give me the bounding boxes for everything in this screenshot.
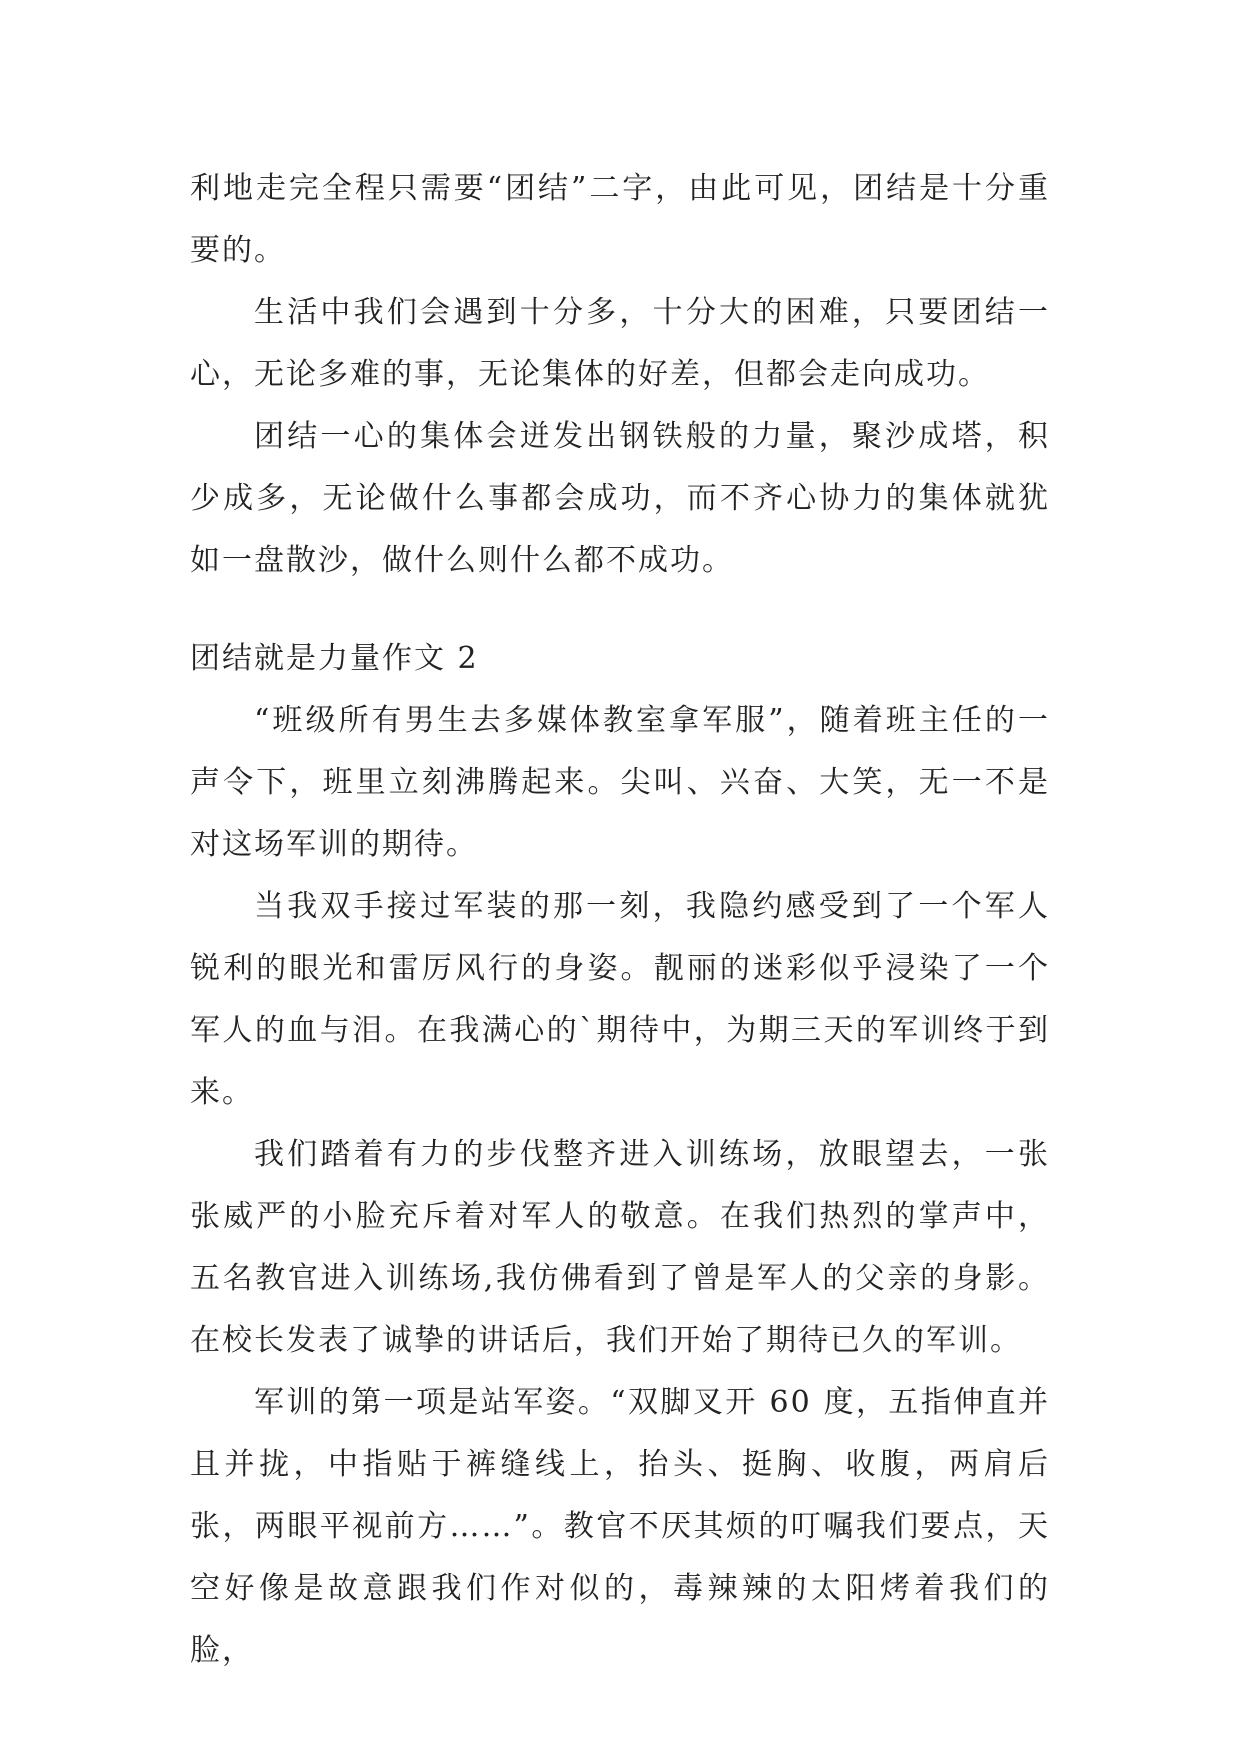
paragraph-1: 利地走完全程只需要“团结”二字，由此可见，团结是十分重要的。 (190, 171, 1050, 268)
paragraph-6: 我们踏着有力的步伐整齐进入训练场，放眼望去，一张张威严的小脸充斥着对军人的敬意。在我们热烈的掌声中，五名教官进入训练场,我仿佛看到了曾是军人的父亲的身影。在校长发表了诚挚的讲话后，我们开始了期待已久的军训。 (190, 1137, 1050, 1358)
document-body (190, 158, 1050, 1682)
paragraph-4: “班级所有男生去多媒体教室拿军服”，随着班主任的一声令下，班里立刻沸腾起来。尖叫、兴奋、大笑，无一不是对这场军训的期待。 (190, 703, 1050, 862)
paragraph-7: 军训的第一项是站军姿。“双脚叉开 60 度，五指伸直并且并拢，中指贴于裤缝线上，抬头、挺胸、收腹，两肩后张，两眼平视前方……”。教官不厌其烦的叮嘱我们要点，天空好像是故意跟我们作对似的，毒辣辣的太阳烤着我们的脸， (190, 1385, 1050, 1668)
paragraph-3: 团结一心的集体会迸发出钢铁般的力量，聚沙成塔，积少成多，无论做什么事都会成功，而不齐心协力的集体就犹如一盘散沙，做什么则什么都不成功。 (190, 419, 1050, 578)
paragraph-5: 当我双手接过军装的那一刻，我隐约感受到了一个军人锐利的眼光和雷厉风行的身姿。靓丽的迷彩似乎浸染了一个军人的血与泪。在我满心的`期待中，为期三天的军训终于到来。 (190, 889, 1050, 1110)
paragraph-2: 生活中我们会遇到十分多，十分大的困难，只要团结一心，无论多难的事，无论集体的好差，但都会走向成功。 (190, 295, 1050, 392)
section-heading: 团结就是力量作文 2 (190, 641, 479, 676)
